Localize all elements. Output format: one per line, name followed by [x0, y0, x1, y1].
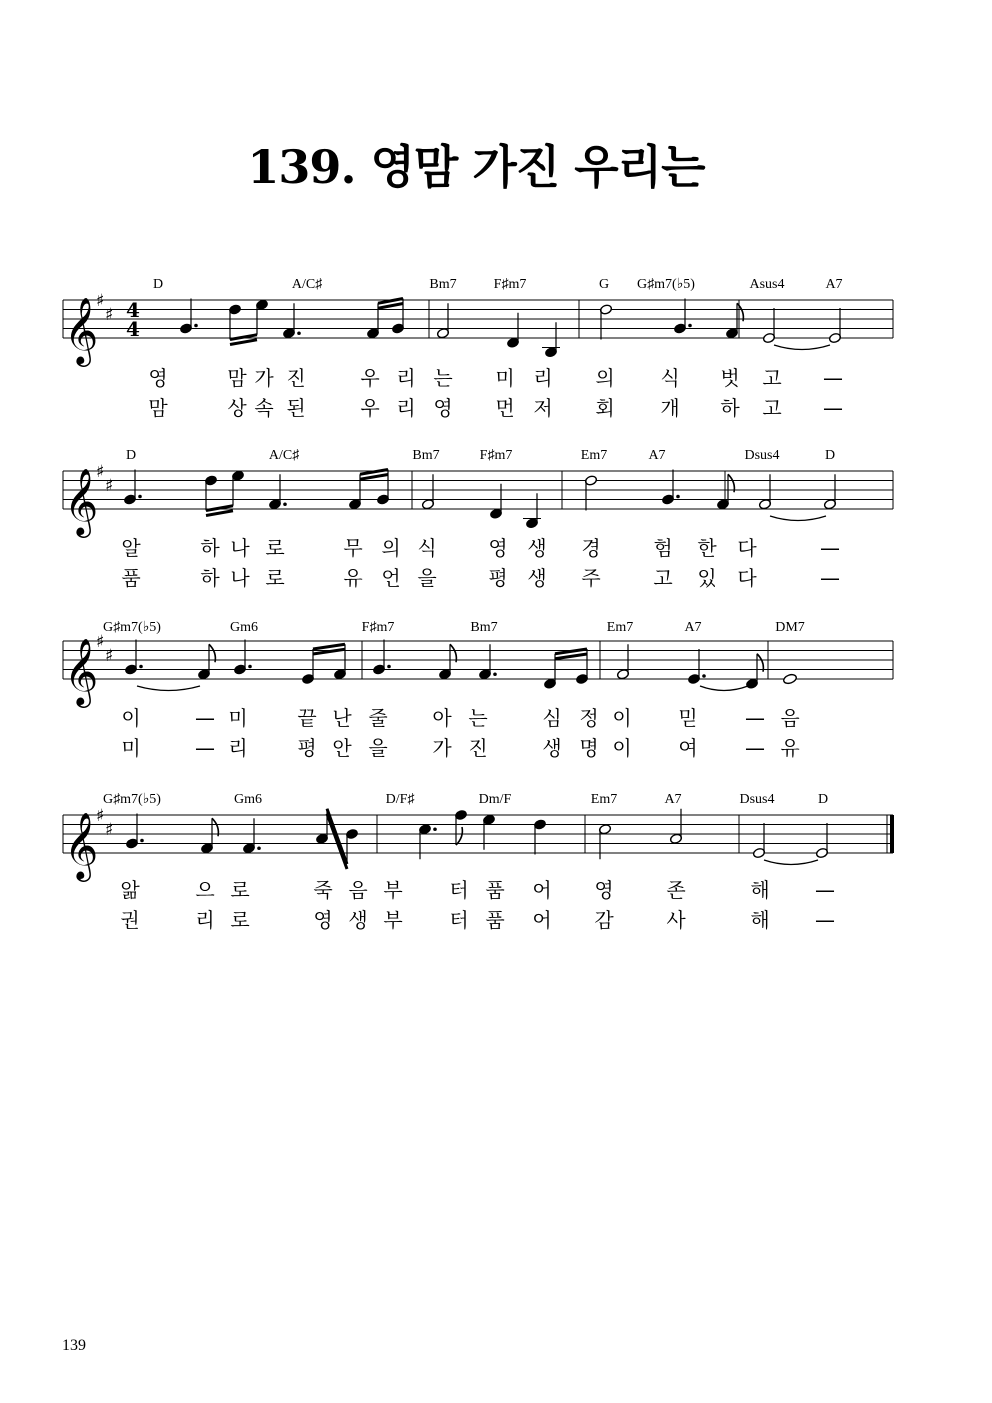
lyric-syllable: 권: [120, 908, 140, 932]
chord-symbol: D: [817, 792, 829, 807]
lyric-syllable: 품: [485, 878, 505, 902]
lyric-syllable: 하: [200, 566, 220, 590]
dot: [433, 827, 437, 831]
lyric-syllable: 어: [532, 878, 552, 902]
lyric-syllable: 무: [343, 536, 363, 560]
lyric-syllable: 사: [666, 908, 686, 932]
staff-system-1: [63, 277, 893, 420]
dot: [493, 672, 497, 676]
lyric-syllable: 진: [286, 366, 306, 390]
lyric-syllable: 영: [148, 366, 168, 390]
dot: [257, 846, 261, 850]
beam: [206, 511, 233, 516]
sharp-icon: ♯: [105, 476, 114, 496]
lyric-syllable: 고: [762, 366, 782, 390]
chord-symbol: Em7: [606, 620, 634, 635]
lyric-syllable: 해: [750, 878, 770, 902]
lyric-syllable: 가: [254, 366, 274, 390]
lyric-syllable: 음: [348, 878, 368, 902]
page-number: 139: [62, 1337, 86, 1354]
lyric-syllable: 다: [737, 566, 757, 590]
lyric-syllable: 난: [332, 706, 352, 730]
lyric-syllable: 리: [396, 366, 416, 390]
chord-symbol: Em7: [590, 792, 618, 807]
lyric-syllable: 가: [432, 736, 452, 760]
chord-symbol: F♯m7: [361, 620, 395, 635]
lyric-syllable: 개: [660, 396, 680, 420]
lyric-syllable: 생: [527, 566, 547, 590]
time-signature-bottom: 4: [126, 317, 140, 341]
tie: [764, 860, 818, 865]
chord-symbol: D: [152, 277, 164, 292]
beam: [327, 814, 347, 869]
chord-symbol: A7: [825, 277, 843, 292]
lyric-syllable: 끝: [297, 706, 317, 730]
chord-symbol: Bm7: [470, 620, 498, 635]
chord-symbol: A7: [684, 620, 702, 635]
beam: [230, 335, 257, 340]
chord-symbol: Em7: [580, 448, 608, 463]
chord-symbol: F♯m7: [479, 448, 513, 463]
chord-symbol: Gm6: [234, 792, 262, 807]
treble-clef-icon: 𝄞: [64, 467, 99, 535]
note-flag: [456, 827, 462, 845]
lyric-syllable: 여: [678, 736, 698, 760]
lyric-syllable: 터: [449, 908, 469, 932]
sharp-icon: ♯: [96, 806, 105, 826]
beam: [555, 649, 587, 654]
lyric-syllable: 품: [485, 908, 505, 932]
lyric-syllable: 주: [581, 566, 601, 590]
lyric-syllable: 을: [417, 566, 437, 590]
lyric-syllable: 속: [254, 396, 274, 420]
music-systems: [63, 277, 894, 932]
lyric-syllable: 험: [653, 536, 673, 560]
lyric-syllable: 죽: [313, 878, 333, 902]
dot: [688, 324, 692, 328]
dot: [140, 839, 144, 843]
sharp-icon: ♯: [96, 291, 105, 311]
sharp-icon: ♯: [105, 646, 114, 666]
lyric-syllable: 미: [228, 706, 248, 730]
lyric-syllable: 존: [666, 878, 686, 902]
tie: [774, 345, 830, 350]
lyric-syllable: —: [745, 736, 765, 760]
lyric-syllable: 의: [381, 536, 401, 560]
beam: [206, 506, 233, 511]
lyric-syllable: —: [823, 366, 843, 390]
tie: [137, 686, 200, 691]
lyric-syllable: 있: [697, 566, 717, 590]
beam: [230, 340, 257, 345]
chord-symbol: D: [824, 448, 836, 463]
lyric-syllable: —: [195, 736, 215, 760]
sharp-icon: ♯: [96, 632, 105, 652]
beam: [327, 809, 347, 864]
dot: [297, 331, 301, 335]
lyric-syllable: 을: [368, 736, 388, 760]
lyric-syllable: —: [823, 396, 843, 420]
lyric-syllable: 품: [121, 566, 141, 590]
lyric-syllable: 하: [200, 536, 220, 560]
chord-symbol: G♯m7(♭5): [103, 620, 161, 635]
chord-symbol: A7: [648, 448, 666, 463]
lyric-syllable: 앎: [120, 878, 140, 902]
lyric-syllable: 유: [780, 736, 800, 760]
lyric-syllable: 고: [653, 566, 673, 590]
lyric-syllable: —: [815, 908, 835, 932]
lyric-syllable: —: [195, 706, 215, 730]
sharp-icon: ♯: [96, 462, 105, 482]
lyric-syllable: 안: [332, 736, 352, 760]
lyric-syllable: 평: [297, 736, 317, 760]
chord-symbol: A/C♯: [268, 448, 300, 463]
treble-clef-icon: 𝄞: [64, 637, 99, 705]
lyric-syllable: 맘: [227, 366, 247, 390]
lyric-syllable: 줄: [368, 706, 388, 730]
lyric-syllable: 저: [533, 396, 553, 420]
dot: [387, 665, 391, 669]
lyric-syllable: 식: [660, 366, 680, 390]
lyric-syllable: 리: [396, 396, 416, 420]
lyric-syllable: 리: [533, 366, 553, 390]
lyric-syllable: 영: [313, 908, 333, 932]
lyric-syllable: 리: [195, 908, 215, 932]
lyric-syllable: 고: [762, 396, 782, 420]
lyric-syllable: 부: [383, 908, 403, 932]
beam: [360, 475, 388, 480]
lyric-syllable: 어: [532, 908, 552, 932]
dot: [138, 495, 142, 499]
lyric-syllable: 는: [433, 366, 453, 390]
staff-system-2: [63, 448, 893, 590]
beam: [360, 470, 388, 475]
chord-symbol: Dsus4: [744, 448, 780, 463]
lyric-syllable: 된: [286, 396, 306, 420]
lyric-syllable: —: [820, 536, 840, 560]
lyric-syllable: 리: [228, 736, 248, 760]
lyric-syllable: 유: [343, 566, 363, 590]
lyric-syllable: 음: [780, 706, 800, 730]
lyric-syllable: 우: [360, 396, 380, 420]
lyric-syllable: 나: [230, 536, 250, 560]
beam: [313, 644, 345, 649]
chord-symbol: Asus4: [749, 277, 785, 292]
lyric-syllable: 부: [383, 878, 403, 902]
final-bar-thick: [890, 815, 894, 853]
beam: [378, 299, 403, 304]
lyric-syllable: 맘: [148, 396, 168, 420]
lyric-syllable: 경: [581, 536, 601, 560]
lyric-syllable: 아: [432, 706, 452, 730]
chord-symbol: Gm6: [230, 620, 258, 635]
lyric-syllable: 영: [433, 396, 453, 420]
chord-symbol: A/C♯: [291, 277, 323, 292]
lyric-syllable: 벗: [720, 366, 740, 390]
lyric-syllable: 식: [417, 536, 437, 560]
lyric-syllable: —: [745, 706, 765, 730]
staff-system-3: [63, 620, 893, 760]
song-title: 139. 영맘 가진 우리는: [247, 140, 705, 194]
chord-symbol: Bm7: [412, 448, 440, 463]
time-signature-top: 4: [126, 298, 140, 322]
lyric-syllable: 상: [227, 396, 247, 420]
chord-symbol: A7: [664, 792, 682, 807]
chord-symbol: Bm7: [429, 277, 457, 292]
lyric-syllable: 나: [230, 566, 250, 590]
lyric-syllable: 로: [265, 566, 285, 590]
tie: [770, 516, 826, 521]
lyric-syllable: —: [815, 878, 835, 902]
chord-symbol: F♯m7: [493, 277, 527, 292]
chord-symbol: Dm/F: [478, 792, 512, 807]
treble-clef-icon: 𝄞: [64, 296, 99, 364]
chord-symbol: D/F♯: [385, 792, 415, 807]
chord-symbol: G♯m7(♭5): [637, 277, 695, 292]
lyric-syllable: 먼: [495, 396, 515, 420]
lyric-syllable: —: [820, 566, 840, 590]
lyric-syllable: 감: [594, 908, 614, 932]
lyric-syllable: 영: [594, 878, 614, 902]
lyric-syllable: 이: [612, 706, 632, 730]
dot: [139, 665, 143, 669]
lyric-syllable: 평: [488, 566, 508, 590]
lyric-syllable: 는: [468, 706, 488, 730]
lyric-syllable: 정: [579, 706, 599, 730]
chord-symbol: G: [598, 277, 610, 292]
beam: [313, 649, 345, 654]
lyric-syllable: 이: [121, 706, 141, 730]
lyric-syllable: 다: [737, 536, 757, 560]
lyric-syllable: 미: [121, 736, 141, 760]
lyric-syllable: 영: [488, 536, 508, 560]
lyric-syllable: 터: [449, 878, 469, 902]
lyric-syllable: 이: [612, 736, 632, 760]
lyric-syllable: 알: [121, 536, 141, 560]
chord-symbol: D: [125, 448, 137, 463]
lyric-syllable: 회: [595, 396, 615, 420]
sharp-icon: ♯: [105, 305, 114, 325]
lyric-syllable: 의: [595, 366, 615, 390]
lyric-syllable: 해: [750, 908, 770, 932]
dot: [194, 324, 198, 328]
lyric-syllable: 로: [265, 536, 285, 560]
lyric-syllable: 생: [542, 736, 562, 760]
lyric-syllable: 진: [468, 736, 488, 760]
tie: [700, 686, 748, 691]
dot: [283, 502, 287, 506]
lyric-syllable: 믿: [678, 706, 698, 730]
lyric-syllable: 미: [495, 366, 515, 390]
lyric-syllable: 으: [195, 878, 215, 902]
lyric-syllable: 한: [697, 536, 717, 560]
lyric-syllable: 언: [381, 566, 401, 590]
lyric-syllable: 심: [542, 706, 562, 730]
sharp-icon: ♯: [105, 820, 114, 840]
lyric-syllable: 로: [230, 908, 250, 932]
beam: [555, 654, 587, 659]
dot: [676, 495, 680, 499]
lyric-syllable: 우: [360, 366, 380, 390]
chord-symbol: G♯m7(♭5): [103, 792, 161, 807]
staff-system-4: [63, 792, 894, 932]
chord-symbol: DM7: [775, 620, 805, 635]
note-head: [783, 673, 798, 685]
lyric-syllable: 생: [348, 908, 368, 932]
beam: [378, 304, 403, 309]
treble-clef-icon: 𝄞: [64, 811, 99, 879]
dot: [248, 665, 252, 669]
chord-symbol: Dsus4: [739, 792, 775, 807]
lyric-syllable: 로: [230, 878, 250, 902]
lyric-syllable: 명: [579, 736, 599, 760]
dot: [702, 674, 706, 678]
lyric-syllable: 생: [527, 536, 547, 560]
lyric-syllable: 하: [720, 396, 740, 420]
